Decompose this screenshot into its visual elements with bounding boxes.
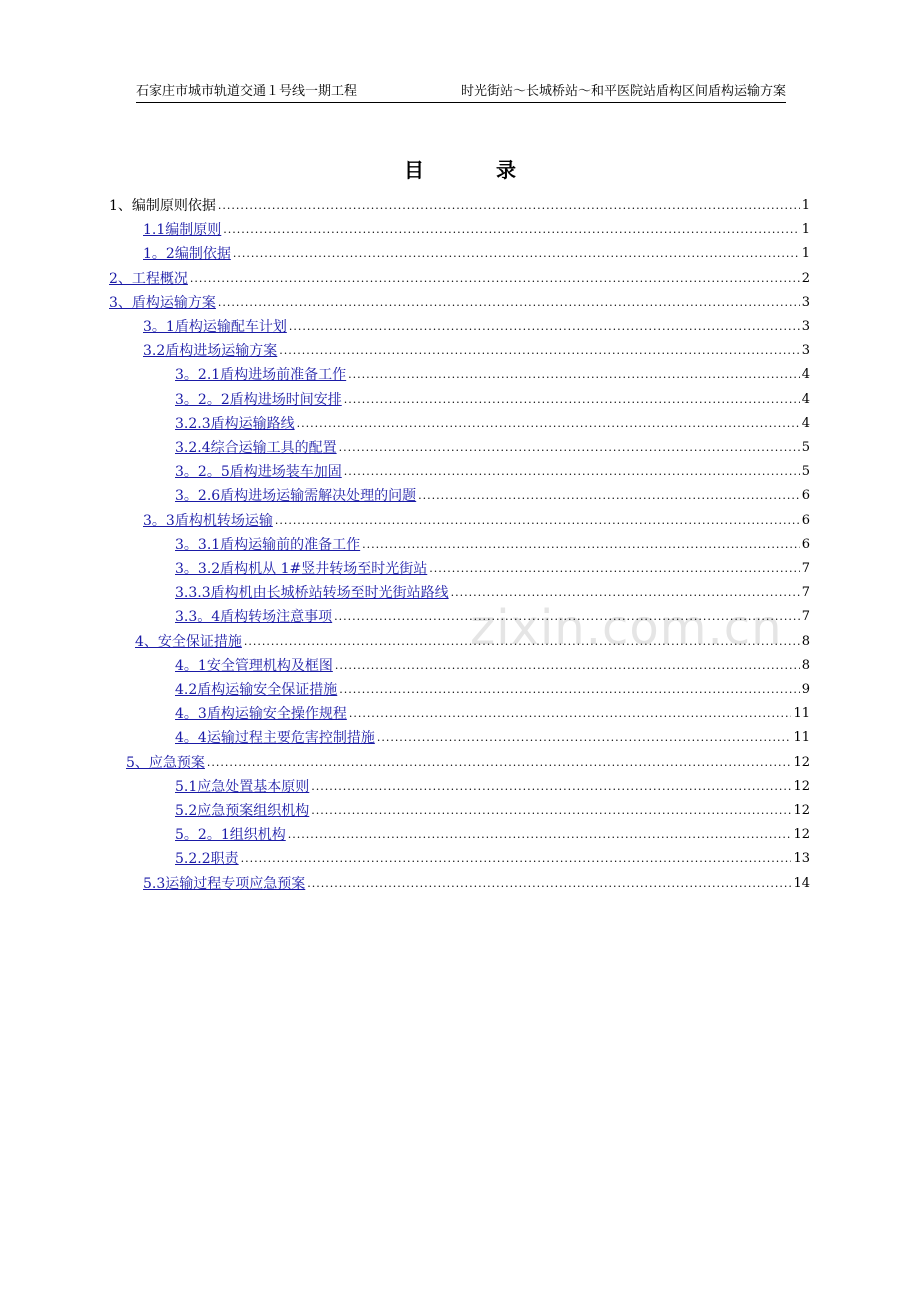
toc-entry[interactable] — [175, 580, 810, 602]
toc-dot-leader — [344, 463, 800, 481]
toc-entry-label[interactable]: 3。3.2盾构机从 1#竖井转场至时光街站 — [175, 561, 428, 577]
toc-entry-label[interactable]: 3。2.1盾构进场前准备工作 — [175, 367, 347, 384]
toc-page-number: 3 — [801, 343, 810, 359]
toc-page-number: 1 — [801, 222, 810, 238]
toc-entry[interactable] — [175, 532, 810, 554]
toc-entry-label[interactable]: 5.2应急预案组织机构 — [175, 803, 310, 819]
toc-page-number: 1 — [801, 246, 810, 262]
toc-dot-leader — [339, 681, 799, 699]
toc-entry[interactable] — [175, 362, 810, 384]
toc-dot-leader — [288, 826, 792, 844]
toc-page-number: 7 — [801, 561, 810, 576]
toc-dot-leader — [297, 415, 800, 433]
toc-page-number: 14 — [793, 875, 810, 891]
toc-entry[interactable] — [175, 435, 810, 457]
toc-entry[interactable] — [135, 629, 810, 651]
toc-page-number: 8 — [801, 657, 810, 673]
toc-entry-label[interactable]: 5.1应急处置基本原则 — [175, 778, 310, 795]
toc-entry-label[interactable]: 3.3。4盾构转场注意事项 — [175, 609, 333, 626]
toc-dot-leader — [207, 754, 792, 772]
toc-entry[interactable] — [175, 387, 810, 409]
toc-entry[interactable] — [175, 798, 810, 820]
toc-page-number: 2 — [801, 270, 810, 286]
toc-page-number: 9 — [801, 682, 810, 697]
toc-entry-label[interactable]: 3。2。2盾构进场时间安排 — [175, 391, 342, 408]
header-project-name: 石家庄市城市轨道交通１号线一期工程 — [136, 84, 358, 99]
toc-dot-leader — [311, 802, 791, 820]
toc-dot-leader — [418, 487, 800, 505]
toc-page-number: 12 — [793, 754, 810, 770]
toc-entry[interactable] — [126, 750, 810, 772]
page-title: 目 录 — [404, 158, 542, 182]
toc-entry[interactable] — [143, 338, 810, 360]
toc-page-number: 1 — [801, 198, 810, 213]
toc-entry[interactable] — [143, 241, 810, 263]
toc-entry-label[interactable]: 3.3.3盾构机由长城桥站转场至时光街站路线 — [175, 585, 449, 602]
toc-page-number: 3 — [801, 319, 810, 334]
toc-page-number: 4 — [801, 415, 810, 431]
toc-entry[interactable] — [109, 266, 810, 288]
toc-page-number: 12 — [793, 778, 810, 794]
page-header — [136, 84, 786, 103]
toc-page-number: 12 — [793, 803, 810, 818]
toc-entry-label[interactable]: 3。2.6盾构进场运输需解决处理的问题 — [175, 488, 417, 505]
toc-entry-label[interactable]: 3。2。5盾构进场装车加固 — [175, 464, 342, 481]
toc-entry[interactable] — [175, 846, 810, 868]
toc-entry-label[interactable]: 3。1盾构运输配车计划 — [143, 319, 287, 335]
toc-page-number: 11 — [793, 730, 810, 746]
toc-dot-leader — [218, 294, 800, 312]
toc-entry[interactable] — [175, 677, 810, 699]
toc-page-number: 12 — [793, 827, 810, 843]
toc-entry-label[interactable]: 3。3.1盾构运输前的准备工作 — [175, 536, 361, 553]
toc-entry-label[interactable]: 3、盾构运输方案 — [109, 294, 216, 311]
toc-dot-leader — [311, 778, 791, 796]
toc-dot-leader — [244, 633, 800, 651]
toc-page-number: 6 — [801, 512, 810, 528]
toc-entry-label[interactable]: 3。3盾构机转场运输 — [143, 512, 273, 529]
toc-dot-leader — [275, 512, 800, 530]
toc-entry[interactable] — [109, 193, 810, 215]
toc-dot-leader — [279, 342, 799, 360]
toc-entry-label[interactable]: 4。3盾构运输安全操作规程 — [175, 706, 347, 723]
toc-page-number: 6 — [801, 488, 810, 504]
toc-entry-label[interactable]: 2、工程概况 — [109, 270, 188, 287]
toc-entry[interactable] — [175, 701, 810, 723]
toc-entry-label[interactable]: 5.3运输过程专项应急预案 — [143, 875, 306, 892]
toc-dot-leader — [362, 536, 800, 554]
toc-entry[interactable] — [143, 314, 810, 336]
toc-dot-leader — [307, 875, 791, 893]
toc-page-number: 4 — [801, 367, 810, 383]
toc-entry-label: 1、编制原则依据 — [109, 198, 216, 214]
toc-dot-leader — [349, 705, 792, 723]
toc-entry[interactable] — [175, 411, 810, 433]
toc-dot-leader — [451, 584, 800, 602]
toc-page-number: 3 — [801, 294, 810, 310]
toc-entry[interactable] — [143, 508, 810, 530]
toc-page-number: 5 — [801, 464, 810, 480]
toc-entry-label[interactable]: 4、安全保证措施 — [135, 633, 242, 650]
toc-dot-leader — [335, 657, 800, 675]
toc-entry-label[interactable]: 1。2编制依据 — [143, 246, 231, 263]
toc-entry-label[interactable]: 1.1编制原则 — [143, 222, 222, 239]
toc-dot-leader — [241, 850, 792, 868]
toc-dot-leader — [339, 439, 800, 457]
toc-page-number: 6 — [801, 536, 810, 552]
toc-page-number: 13 — [793, 851, 810, 867]
toc-dot-leader — [344, 391, 800, 409]
toc-entry[interactable] — [175, 556, 810, 578]
toc-entry[interactable] — [175, 483, 810, 505]
toc-entry-label[interactable]: 4。4运输过程主要危害控制措施 — [175, 730, 375, 747]
toc-dot-leader — [223, 221, 799, 239]
header-document-name: 时光街站～长城桥站～和平医院站盾构区间盾构运输方案 — [460, 84, 786, 99]
toc-dot-leader — [348, 366, 800, 384]
toc-dot-leader — [218, 197, 800, 215]
toc-page-number: 7 — [801, 585, 810, 601]
toc-entry-label[interactable]: 5。2。1组织机构 — [175, 827, 286, 844]
toc-entry-label[interactable]: 3.2盾构进场运输方案 — [143, 343, 278, 360]
toc-entry[interactable] — [175, 725, 810, 747]
toc-entry[interactable] — [143, 871, 810, 893]
toc-entry[interactable] — [175, 604, 810, 626]
toc-page-number: 7 — [801, 609, 810, 625]
toc-page-number: 5 — [801, 440, 810, 455]
toc-entry[interactable] — [109, 290, 810, 312]
toc-entry-label[interactable]: 5.2.2职责 — [175, 851, 239, 868]
toc-entry[interactable] — [175, 459, 810, 481]
toc-entry[interactable] — [175, 822, 810, 844]
toc-dot-leader — [429, 560, 799, 578]
toc-page-number: 4 — [801, 391, 810, 407]
toc-entry-label[interactable]: 5、应急预案 — [126, 754, 205, 771]
toc-dot-leader — [289, 318, 800, 336]
toc-dot-leader — [233, 245, 800, 263]
toc-page-number: 8 — [801, 633, 810, 649]
toc-entry-label[interactable]: 3.2.4综合运输工具的配置 — [175, 440, 337, 456]
watermark: zixin.com.cn — [470, 600, 783, 656]
toc-entry[interactable] — [175, 774, 810, 796]
toc-page-number: 11 — [793, 706, 810, 722]
toc-dot-leader — [190, 270, 800, 288]
toc-entry-label[interactable]: 3.2.3盾构运输路线 — [175, 415, 295, 432]
toc-entry-label[interactable]: 4。1安全管理机构及框图 — [175, 657, 333, 674]
toc-dot-leader — [334, 608, 800, 626]
toc-entry[interactable] — [175, 653, 810, 675]
toc-dot-leader — [377, 729, 792, 747]
toc-entry[interactable] — [143, 217, 810, 239]
toc-entry-label[interactable]: 4.2盾构运输安全保证措施 — [175, 682, 338, 698]
